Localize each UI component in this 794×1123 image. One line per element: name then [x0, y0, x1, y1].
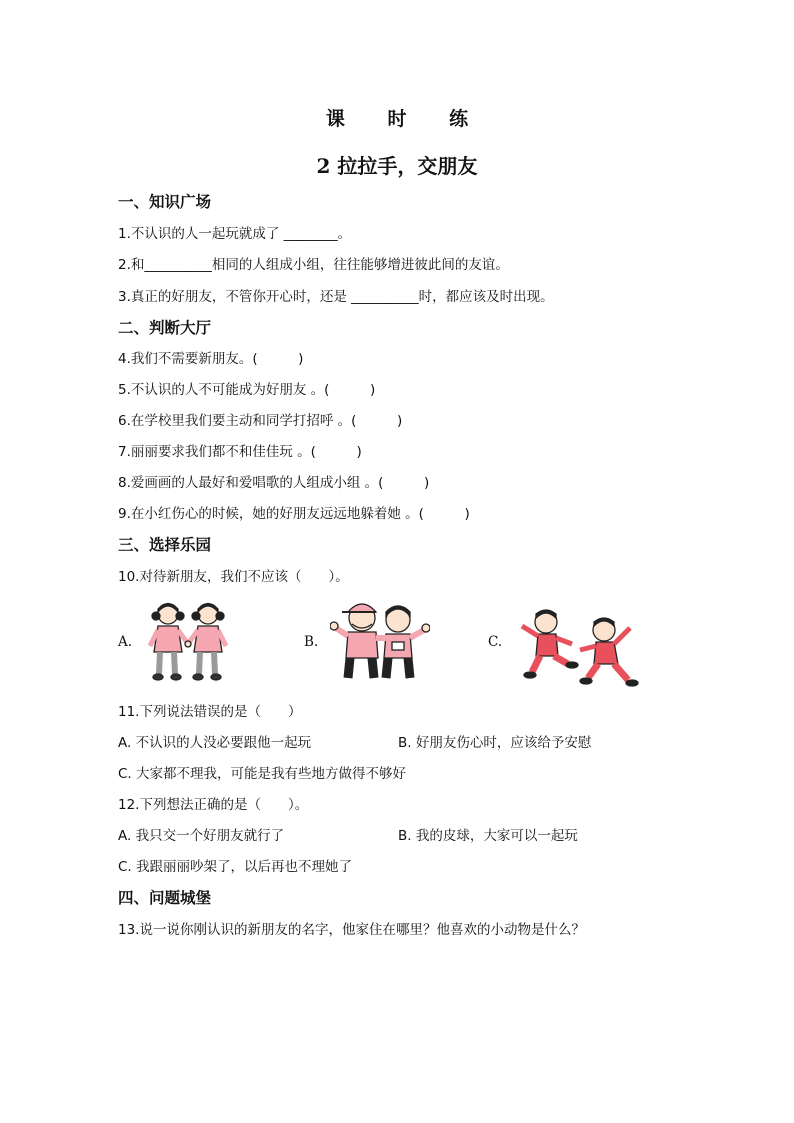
question-11-option-c: C. 大家都不理我，可能是我有些地方做得不够好	[118, 766, 407, 782]
question-10: 10.对待新朋友，我们不应该（ ）。	[118, 569, 349, 585]
question-12-option-b: B. 我的皮球，大家可以一起玩	[398, 828, 578, 844]
question-9: 9.在小红伤心的时候，她的好朋友远远地躲着她 。( )	[118, 506, 470, 522]
question-11-option-b: B. 好朋友伤心时，应该给予安慰	[398, 735, 592, 751]
section-heading-4: 四、问题城堡	[118, 889, 212, 907]
boys-fighting-image	[514, 606, 644, 690]
option-a-label: A.	[118, 634, 133, 650]
question-12-option-a: A. 我只交一个好朋友就行了	[118, 828, 285, 844]
question-7: 7.丽丽要求我们都不和佳佳玩 。( )	[118, 444, 362, 460]
section-heading-1: 一、知识广场	[118, 193, 212, 211]
option-b-label: B.	[304, 634, 319, 650]
question-4: 4.我们不需要新朋友。( )	[118, 351, 304, 367]
question-11: 11.下列说法错误的是（ ）	[118, 704, 302, 720]
section-heading-3: 三、选择乐园	[118, 536, 212, 554]
question-12-option-c: C. 我跟丽丽吵架了，以后再也不理她了	[118, 859, 353, 875]
section-heading-2: 二、判断大厅	[118, 319, 212, 337]
question-3: 3.真正的好朋友，不管你开心时，还是 __________时，都应该及时出现。	[118, 289, 554, 305]
lesson-subtitle: 2 拉拉手，交朋友	[316, 154, 478, 178]
question-1: 1.不认识的人一起玩就成了 ________。	[118, 226, 352, 242]
girls-holding-hands-image	[144, 600, 232, 684]
question-2: 2.和__________相同的人组成小组，往往能够增进彼此间的友谊。	[118, 257, 509, 273]
question-11-option-a: A. 不认识的人没必要跟他一起玩	[118, 735, 312, 751]
question-5: 5.不认识的人不可能成为好朋友 。( )	[118, 382, 376, 398]
question-8: 8.爱画画的人最好和爱唱歌的人组成小组 。( )	[118, 475, 430, 491]
question-12: 12.下列想法正确的是（ ）。	[118, 797, 309, 813]
boys-arm-in-arm-image	[330, 598, 430, 684]
page-title: 课 时 练	[325, 108, 487, 130]
question-13: 13.说一说你刚认识的新朋友的名字，他家住在哪里？他喜欢的小动物是什么？	[118, 922, 585, 938]
question-6: 6.在学校里我们要主动和同学打招呼 。( )	[118, 413, 403, 429]
option-c-label: C.	[488, 634, 503, 650]
